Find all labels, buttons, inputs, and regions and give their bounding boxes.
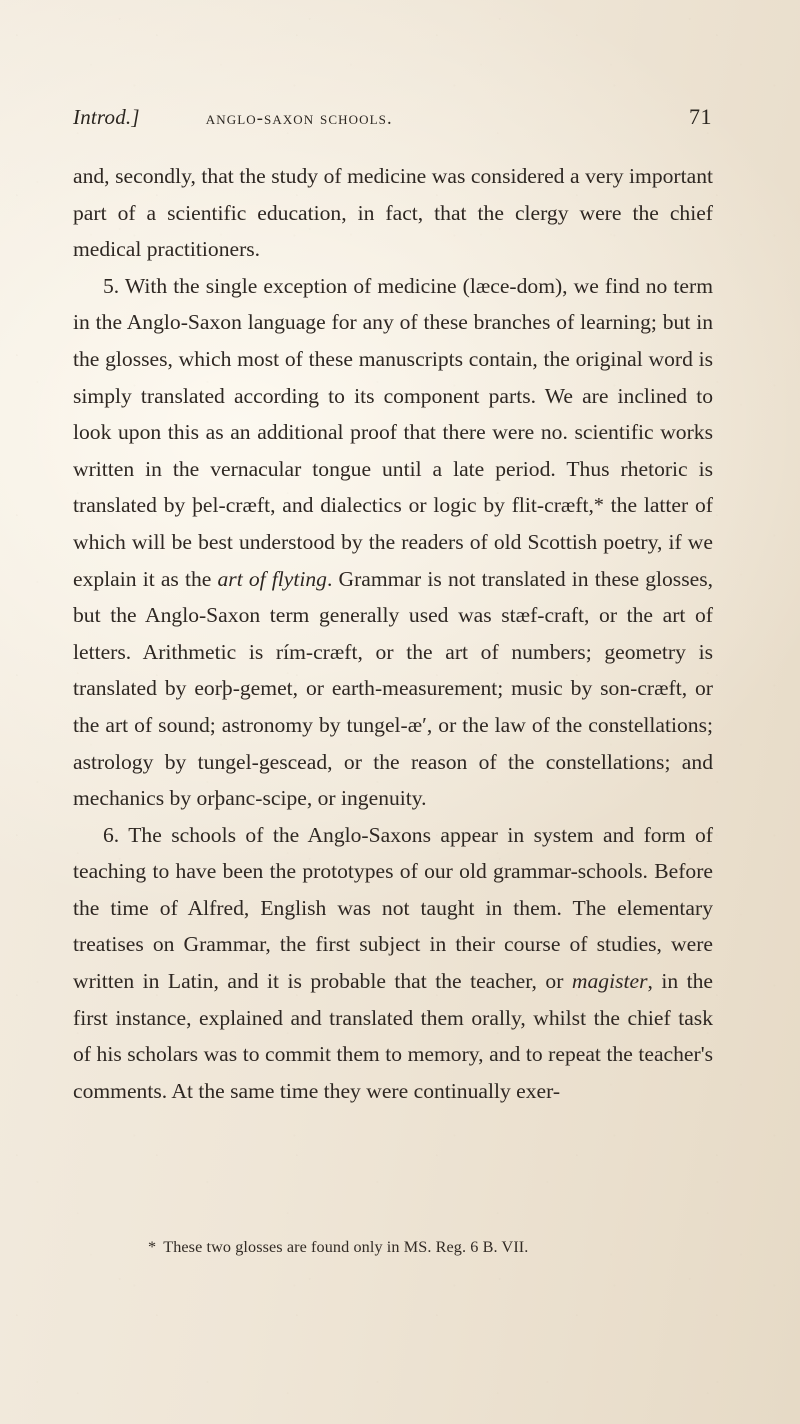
footnote [148,1236,708,1258]
paragraph-text-segment: , in the first instance, explained and translated them orally, whilst the chief task of his scholars was to commit them to memory, and to repeat the teacher's comments. At the same time they were continually exer- [73,969,714,1103]
page-number: 71 [689,104,712,129]
italic-phrase-art-of-flyting: art of flyting [217,566,327,591]
footnote-reference-marker[interactable]: * [593,494,604,517]
paragraph-6 [73,817,713,1110]
running-head [73,104,712,134]
paragraph-text-segment: 6. The schools of the Anglo-Saxons appear in system and form of teaching to have been the prototypes of our old grammar-schools. Before the time of Alfred, English was not taught in them. The elementary treatises on Grammar, the first subject in their course of studies, were written in Latin, and it is probable that the teacher, or [73,822,713,994]
paragraph-text-segment: . Grammar is not translated in these glosses, but the Anglo-Saxon term generally used was stæf-craft, or the art of letters. Arithmetic is rím-cræft, or the art of numbers; geometry is translated by eorþ-gemet, or earth-measurement; music by son-cræft, or the art of sound; astronomy by tungel-æ′, or the law of the constellations; astrology by tungel-gescead, or the reason of the constellations; and mechanics by orþanc-scipe, or ingenuity. [73,566,713,811]
paragraph-5 [73,268,713,817]
paragraph-continuation [73,158,713,268]
paragraph-text: and, secondly, that the study of medicine was considered a very important part of a scientific education, in fact, that the clergy were the chief medical practitioners. [73,164,713,262]
italic-word-magister: magister [571,969,648,994]
footnote-text: These two glosses are found only in MS. Reg. 6 B. VII. [163,1238,529,1256]
paragraph-text-segment: 5. With the single exception of medicine (læce-dom), we find no term in the Anglo-Saxon language for any of these branches of learning; but in the glosses, which most of these manuscripts contain, the original word is simply translated according to its component parts. We are inclined to look upon this as an additional proof that there were no. scientific works written in the vernacular tongue until a late period. Thus rhetoric is translated by þel-cræft, and dialectics or logic by flit-cræft, [73,273,713,518]
footnote-marker: * [148,1238,157,1256]
running-head-left-label: Introd.] [73,105,140,129]
running-head-title: anglo-saxon schools. [205,109,393,129]
body-text-block [73,158,713,1109]
paragraph-text-segment: the latter of which will be best understood by the readers of old Scottish poetry, if we explain it as the [73,493,713,591]
